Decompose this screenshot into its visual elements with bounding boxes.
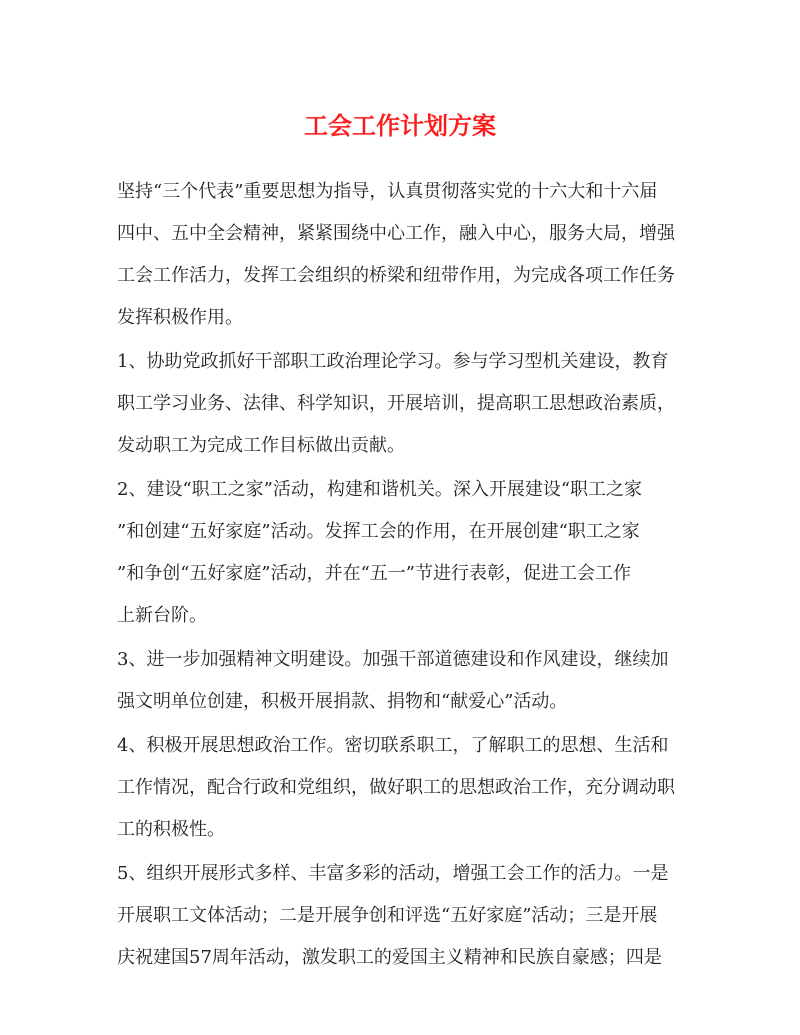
text-line: 庆祝建国57周年活动，激发职工的爱国主义精神和民族自豪感；四是 xyxy=(117,947,662,968)
item-5-paragraph xyxy=(117,853,685,979)
text-line: 职工学习业务、法律、科学知识，开展培训，提高职工思想政治素质， xyxy=(117,393,675,414)
text-line: 强文明单位创建，积极开展捐款、捐物和“献爱心”活动。 xyxy=(117,691,568,712)
text-line: ”和争创“五好家庭”活动，并在“五一”节进行表彰，促进工会工作 xyxy=(117,563,632,584)
text-line: 工的积极性。 xyxy=(117,819,225,840)
document-title: 工会工作计划方案 xyxy=(304,111,496,140)
text-line: 坚持“三个代表”重要思想为指导，认真贯彻落实党的十六大和十六届 xyxy=(117,181,658,202)
text-line: 工作情况，配合行政和党组织，做好职工的思想政治工作，充分调动职 xyxy=(117,777,675,798)
item-3-paragraph xyxy=(117,639,685,723)
text-line: 开展职工文体活动；二是开展争创和评选“五好家庭”活动；三是开展 xyxy=(117,905,658,926)
text-line: 5、组织开展形式多样、丰富多彩的活动，增强工会工作的活力。一是 xyxy=(117,863,669,884)
text-line: 发挥积极作用。 xyxy=(117,307,243,328)
intro-paragraph xyxy=(117,171,685,339)
text-line: 3、进一步加强精神文明建设。加强干部道德建设和作风建设，继续加 xyxy=(117,649,669,670)
text-line: 1、协助党政抓好干部职工政治理论学习。参与学习型机关建设，教育 xyxy=(117,351,669,372)
text-line: 4、积极开展思想政治工作。密切联系职工，了解职工的思想、生活和 xyxy=(117,735,669,756)
document-body xyxy=(117,171,685,981)
item-2-paragraph xyxy=(117,469,685,637)
text-line: 四中、五中全会精神，紧紧围绕中心工作，融入中心，服务大局，增强 xyxy=(117,223,675,244)
text-line: 发动职工为完成工作目标做出贡献。 xyxy=(117,435,405,456)
text-line: ”和创建“五好家庭”活动。发挥工会的作用，在开展创建“职工之家 xyxy=(117,521,640,542)
text-line: 上新台阶。 xyxy=(117,605,207,626)
text-line: 工会工作活力，发挥工会组织的桥梁和纽带作用，为完成各项工作任务 xyxy=(117,265,675,286)
item-4-paragraph xyxy=(117,725,685,851)
item-1-paragraph xyxy=(117,341,685,467)
text-line: 2、建设“职工之家”活动，构建和谐机关。深入开展建设“职工之家 xyxy=(117,479,643,500)
